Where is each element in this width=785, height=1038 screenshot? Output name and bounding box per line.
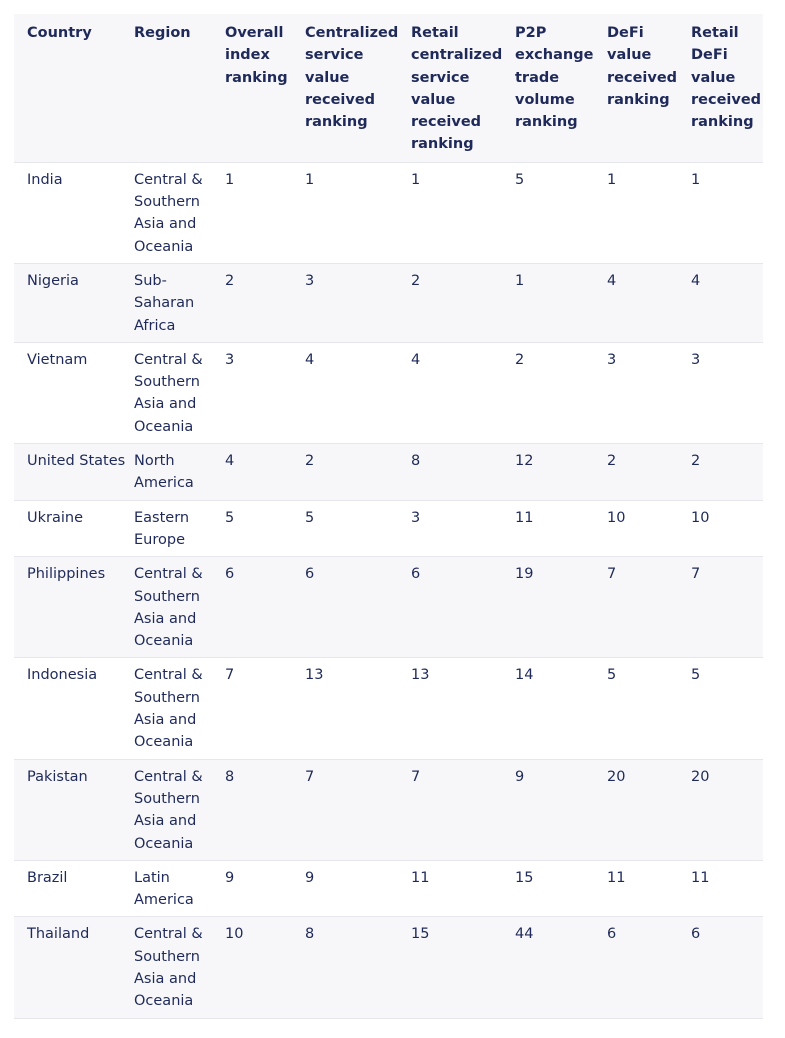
cell-value: 4 — [691, 272, 701, 289]
cell-defi-ranking — [607, 342, 691, 443]
cell-retail-centralized-ranking — [411, 500, 515, 557]
cell-value: 10 — [691, 509, 710, 526]
cell-retail-defi-ranking — [691, 162, 763, 263]
cell-country — [14, 658, 134, 759]
cell-value: 15 — [411, 926, 430, 943]
cell-value: 6 — [607, 926, 617, 943]
cell-overall-index-ranking — [225, 658, 305, 759]
cell-value: United States — [27, 453, 126, 470]
cell-country — [14, 557, 134, 658]
cell-value: 9 — [305, 869, 315, 886]
cell-value: Central & Southern Asia and Oceania — [134, 667, 203, 751]
table-row — [14, 342, 763, 443]
cell-defi-ranking — [607, 444, 691, 501]
table-row — [14, 917, 763, 1018]
table-header-row — [14, 14, 763, 162]
table-row — [14, 444, 763, 501]
cell-value: 5 — [607, 667, 617, 684]
header-region — [134, 14, 225, 162]
cell-country — [14, 342, 134, 443]
cell-retail-centralized-ranking — [411, 658, 515, 759]
cell-value: 7 — [691, 566, 701, 583]
cell-p2p-ranking — [515, 342, 607, 443]
cell-value: 15 — [515, 869, 534, 886]
cell-p2p-ranking — [515, 860, 607, 917]
cell-retail-defi-ranking — [691, 444, 763, 501]
header-defi-ranking — [607, 14, 691, 162]
cell-value: 4 — [607, 272, 617, 289]
cell-value: Brazil — [27, 869, 68, 886]
cell-value: 11 — [691, 869, 710, 886]
cell-value: 12 — [515, 453, 534, 470]
cell-p2p-ranking — [515, 658, 607, 759]
cell-defi-ranking — [607, 162, 691, 263]
cell-region — [134, 444, 225, 501]
header-label: Country — [27, 25, 92, 41]
cell-value: 8 — [225, 768, 235, 785]
cell-p2p-ranking — [515, 162, 607, 263]
cell-region — [134, 917, 225, 1018]
cell-value: 4 — [225, 453, 235, 470]
cell-value: 11 — [515, 509, 534, 526]
cell-value: 9 — [515, 768, 525, 785]
cell-value: 6 — [411, 566, 421, 583]
table-row — [14, 658, 763, 759]
cell-region — [134, 860, 225, 917]
cell-value: Ukraine — [27, 509, 83, 526]
cell-value: Indonesia — [27, 667, 98, 684]
cell-defi-ranking — [607, 759, 691, 860]
cell-value: 1 — [691, 171, 701, 188]
header-retail-centralized-ranking — [411, 14, 515, 162]
cell-value: Central & Southern Asia and Oceania — [134, 566, 203, 650]
cell-value: 10 — [225, 926, 244, 943]
cell-retail-centralized-ranking — [411, 759, 515, 860]
cell-value: Pakistan — [27, 768, 88, 785]
cell-value: 19 — [515, 566, 534, 583]
cell-country — [14, 444, 134, 501]
cell-p2p-ranking — [515, 759, 607, 860]
cell-value: 1 — [515, 272, 525, 289]
cell-value: 3 — [305, 272, 315, 289]
cell-value: 5 — [515, 171, 525, 188]
cell-value: Sub-Saharan Africa — [134, 272, 195, 334]
cell-value: 8 — [411, 453, 421, 470]
cell-value: 3 — [225, 351, 235, 368]
cell-centralized-service-ranking — [305, 444, 411, 501]
cell-country — [14, 500, 134, 557]
cell-overall-index-ranking — [225, 917, 305, 1018]
table-row — [14, 759, 763, 860]
cell-centralized-service-ranking — [305, 658, 411, 759]
cell-region — [134, 342, 225, 443]
cell-retail-centralized-ranking — [411, 557, 515, 658]
header-label: Region — [134, 25, 191, 41]
cell-value: 14 — [515, 667, 534, 684]
cell-value: 2 — [411, 272, 421, 289]
cell-value: 2 — [515, 351, 525, 368]
table-body — [14, 162, 763, 1018]
cell-value: 13 — [411, 667, 430, 684]
cell-centralized-service-ranking — [305, 917, 411, 1018]
cell-value: 1 — [305, 171, 315, 188]
cell-retail-centralized-ranking — [411, 444, 515, 501]
cell-value: 1 — [411, 171, 421, 188]
cell-region — [134, 263, 225, 342]
cell-defi-ranking — [607, 917, 691, 1018]
cell-defi-ranking — [607, 263, 691, 342]
cell-value: India — [27, 171, 63, 188]
cell-value: 8 — [305, 926, 315, 943]
cell-value: Philippines — [27, 566, 106, 583]
cell-retail-defi-ranking — [691, 557, 763, 658]
header-retail-defi-ranking — [691, 14, 763, 162]
cell-value: Latin America — [134, 869, 194, 909]
cell-centralized-service-ranking — [305, 759, 411, 860]
cell-centralized-service-ranking — [305, 263, 411, 342]
cell-value: Central & Southern Asia and Oceania — [134, 926, 203, 1010]
cell-centralized-service-ranking — [305, 557, 411, 658]
cell-retail-defi-ranking — [691, 263, 763, 342]
cell-overall-index-ranking — [225, 263, 305, 342]
cell-value: 11 — [607, 869, 626, 886]
cell-value: 1 — [607, 171, 617, 188]
table-row — [14, 263, 763, 342]
cell-value: Thailand — [27, 926, 90, 943]
cell-retail-defi-ranking — [691, 500, 763, 557]
cell-value: 10 — [607, 509, 626, 526]
cell-country — [14, 860, 134, 917]
cell-overall-index-ranking — [225, 162, 305, 263]
header-label: Retail DeFi value received ranking — [691, 25, 762, 131]
table-row — [14, 557, 763, 658]
cell-value: 2 — [691, 453, 701, 470]
cell-value: 6 — [225, 566, 235, 583]
cell-value: 7 — [411, 768, 421, 785]
cell-value: Nigeria — [27, 272, 79, 289]
cell-retail-centralized-ranking — [411, 860, 515, 917]
cell-defi-ranking — [607, 500, 691, 557]
cell-value: 5 — [225, 509, 235, 526]
country-ranking-table — [14, 14, 763, 1019]
cell-value: 5 — [691, 667, 701, 684]
cell-value: 3 — [607, 351, 617, 368]
cell-overall-index-ranking — [225, 342, 305, 443]
cell-centralized-service-ranking — [305, 162, 411, 263]
cell-p2p-ranking — [515, 557, 607, 658]
cell-country — [14, 759, 134, 860]
ranking-table-container — [14, 14, 763, 1019]
cell-overall-index-ranking — [225, 860, 305, 917]
cell-overall-index-ranking — [225, 557, 305, 658]
cell-region — [134, 759, 225, 860]
cell-retail-defi-ranking — [691, 342, 763, 443]
cell-value: 6 — [691, 926, 701, 943]
cell-region — [134, 162, 225, 263]
cell-retail-centralized-ranking — [411, 263, 515, 342]
cell-value: 3 — [691, 351, 701, 368]
cell-country — [14, 917, 134, 1018]
header-label: Retail centralized service value received ranking — [411, 25, 503, 153]
cell-value: 11 — [411, 869, 430, 886]
cell-retail-centralized-ranking — [411, 162, 515, 263]
cell-country — [14, 263, 134, 342]
cell-p2p-ranking — [515, 917, 607, 1018]
cell-value: 2 — [225, 272, 235, 289]
cell-value: Central & Southern Asia and Oceania — [134, 768, 203, 852]
header-country — [14, 14, 134, 162]
cell-overall-index-ranking — [225, 500, 305, 557]
cell-value: 5 — [305, 509, 315, 526]
header-p2p-ranking — [515, 14, 607, 162]
cell-value: 7 — [225, 667, 235, 684]
cell-region — [134, 658, 225, 759]
cell-value: 20 — [607, 768, 626, 785]
header-label: P2P exchange trade volume ranking — [515, 25, 594, 131]
cell-overall-index-ranking — [225, 444, 305, 501]
header-overall-index-ranking — [225, 14, 305, 162]
cell-retail-centralized-ranking — [411, 917, 515, 1018]
header-label: Centralized service value received ranking — [305, 25, 399, 131]
cell-value: 9 — [225, 869, 235, 886]
cell-retail-defi-ranking — [691, 759, 763, 860]
cell-retail-defi-ranking — [691, 658, 763, 759]
cell-value: Eastern Europe — [134, 509, 190, 548]
cell-defi-ranking — [607, 557, 691, 658]
cell-value: 3 — [411, 509, 421, 526]
cell-centralized-service-ranking — [305, 342, 411, 443]
cell-p2p-ranking — [515, 500, 607, 557]
cell-retail-defi-ranking — [691, 917, 763, 1018]
cell-value: 6 — [305, 566, 315, 583]
cell-centralized-service-ranking — [305, 860, 411, 917]
cell-value: 44 — [515, 926, 534, 943]
cell-retail-defi-ranking — [691, 860, 763, 917]
cell-value: 13 — [305, 667, 324, 684]
cell-value: 1 — [225, 171, 235, 188]
cell-centralized-service-ranking — [305, 500, 411, 557]
table-row — [14, 860, 763, 917]
cell-country — [14, 162, 134, 263]
cell-value: 20 — [691, 768, 710, 785]
cell-value: 7 — [607, 566, 617, 583]
cell-value: 2 — [305, 453, 315, 470]
cell-value: 4 — [411, 351, 421, 368]
cell-p2p-ranking — [515, 263, 607, 342]
cell-value: Central & Southern Asia and Oceania — [134, 351, 203, 435]
cell-value: North America — [134, 453, 194, 492]
header-label: Overall index ranking — [225, 25, 288, 86]
cell-value: 7 — [305, 768, 315, 785]
cell-value: Central & Southern Asia and Oceania — [134, 171, 203, 255]
cell-region — [134, 557, 225, 658]
cell-p2p-ranking — [515, 444, 607, 501]
cell-value: 4 — [305, 351, 315, 368]
cell-value: Vietnam — [27, 351, 88, 368]
cell-region — [134, 500, 225, 557]
cell-retail-centralized-ranking — [411, 342, 515, 443]
cell-overall-index-ranking — [225, 759, 305, 860]
cell-value: 2 — [607, 453, 617, 470]
header-label: DeFi value received ranking — [607, 25, 678, 108]
header-centralized-service-ranking — [305, 14, 411, 162]
table-row — [14, 500, 763, 557]
table-row — [14, 162, 763, 263]
cell-defi-ranking — [607, 860, 691, 917]
cell-defi-ranking — [607, 658, 691, 759]
